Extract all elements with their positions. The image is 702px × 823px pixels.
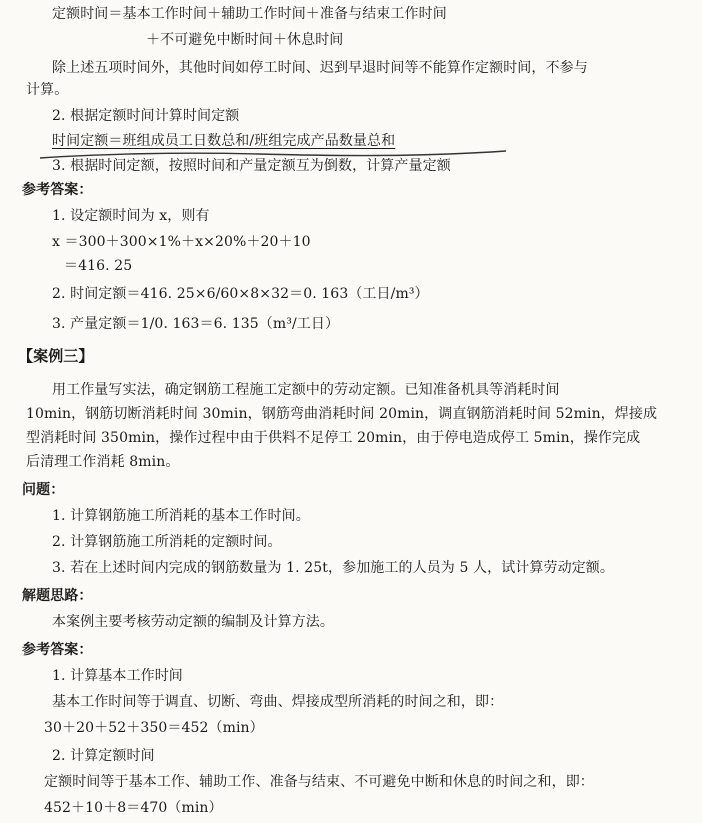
- case-paragraph-line: 10min，钢筋切断消耗时间 30min，钢筋弯曲消耗时间 20min，调直钢筋消耗时间 52min，焊接成: [26, 406, 658, 422]
- question-1: 1. 计算钢筋施工所消耗的基本工作时间。: [52, 508, 310, 524]
- paragraph-line: 计算。: [26, 82, 69, 98]
- case-three-heading: 【案例三】: [18, 347, 94, 365]
- answer-step-2: 2. 计算定额时间: [52, 748, 155, 764]
- equation-line: x ＝300＋300×1%＋x×20%＋20＋10: [52, 234, 311, 250]
- equation-result: ＝416. 25: [64, 258, 133, 274]
- questions-heading: 问题：: [22, 482, 65, 498]
- answer-step-3: 3. 产量定额＝1/0. 163＝6. 135（m³/工日）: [52, 316, 340, 332]
- formula-line-2: ＋不可避免中断时间＋休息时间: [146, 32, 344, 48]
- answer-equation: 452＋10＋8＝470（min）: [44, 800, 223, 816]
- case-paragraph-line: 型消耗时间 350min，操作过程中由于供料不足停工 20min，由于停电造成停工 5min，操作完成: [26, 430, 641, 446]
- solution-approach-heading: 解题思路：: [22, 588, 93, 604]
- answer-equation: 30＋20＋52＋350＝452（min）: [44, 720, 264, 736]
- formula-line-1: 定额时间＝基本工作时间＋辅助工作时间＋准备与结束工作时间: [52, 6, 447, 22]
- step-2-heading: 2. 根据定额时间计算时间定额: [52, 108, 240, 124]
- answer-step-2: 2. 时间定额＝416. 25×6/60×8×32＝0. 163（工日/m³）: [52, 286, 429, 302]
- case-paragraph-line: 用工作量写实法，确定钢筋工程施工定额中的劳动定额。已知准备机具等消耗时间: [52, 382, 560, 398]
- paragraph-line: 除上述五项时间外，其他时间如停工时间、迟到早退时间等不能算作定额时间，不参与: [52, 60, 588, 76]
- answer-text: 基本工作时间等于调直、切断、弯曲、焊接成型所消耗的时间之和，即：: [52, 694, 504, 710]
- answer-step-1: 1. 计算基本工作时间: [52, 668, 183, 684]
- time-quota-formula: 时间定额＝班组成员工日数总和/班组完成产品数量总和: [52, 133, 396, 149]
- case-paragraph-line: 后清理工作消耗 8min。: [26, 454, 180, 470]
- answer-text: 定额时间等于基本工作、辅助工作、准备与结束、不可避免中断和休息的时间之和，即：: [44, 774, 594, 790]
- step-3-heading: 3. 根据时间定额，按照时间和产量定额互为倒数，计算产量定额: [52, 158, 451, 174]
- question-3: 3. 若在上述时间内完成的钢筋数量为 1. 25t，参加施工的人员为 5 人，试计算劳动定额。: [52, 560, 615, 576]
- answer-heading: 参考答案：: [22, 182, 93, 198]
- solution-approach-text: 本案例主要考核劳动定额的编制及计算方法。: [52, 614, 334, 630]
- question-2: 2. 计算钢筋施工所消耗的定额时间。: [52, 534, 282, 550]
- answer-step-1: 1. 设定额时间为 x，则有: [52, 208, 210, 224]
- answer-heading: 参考答案：: [22, 642, 93, 658]
